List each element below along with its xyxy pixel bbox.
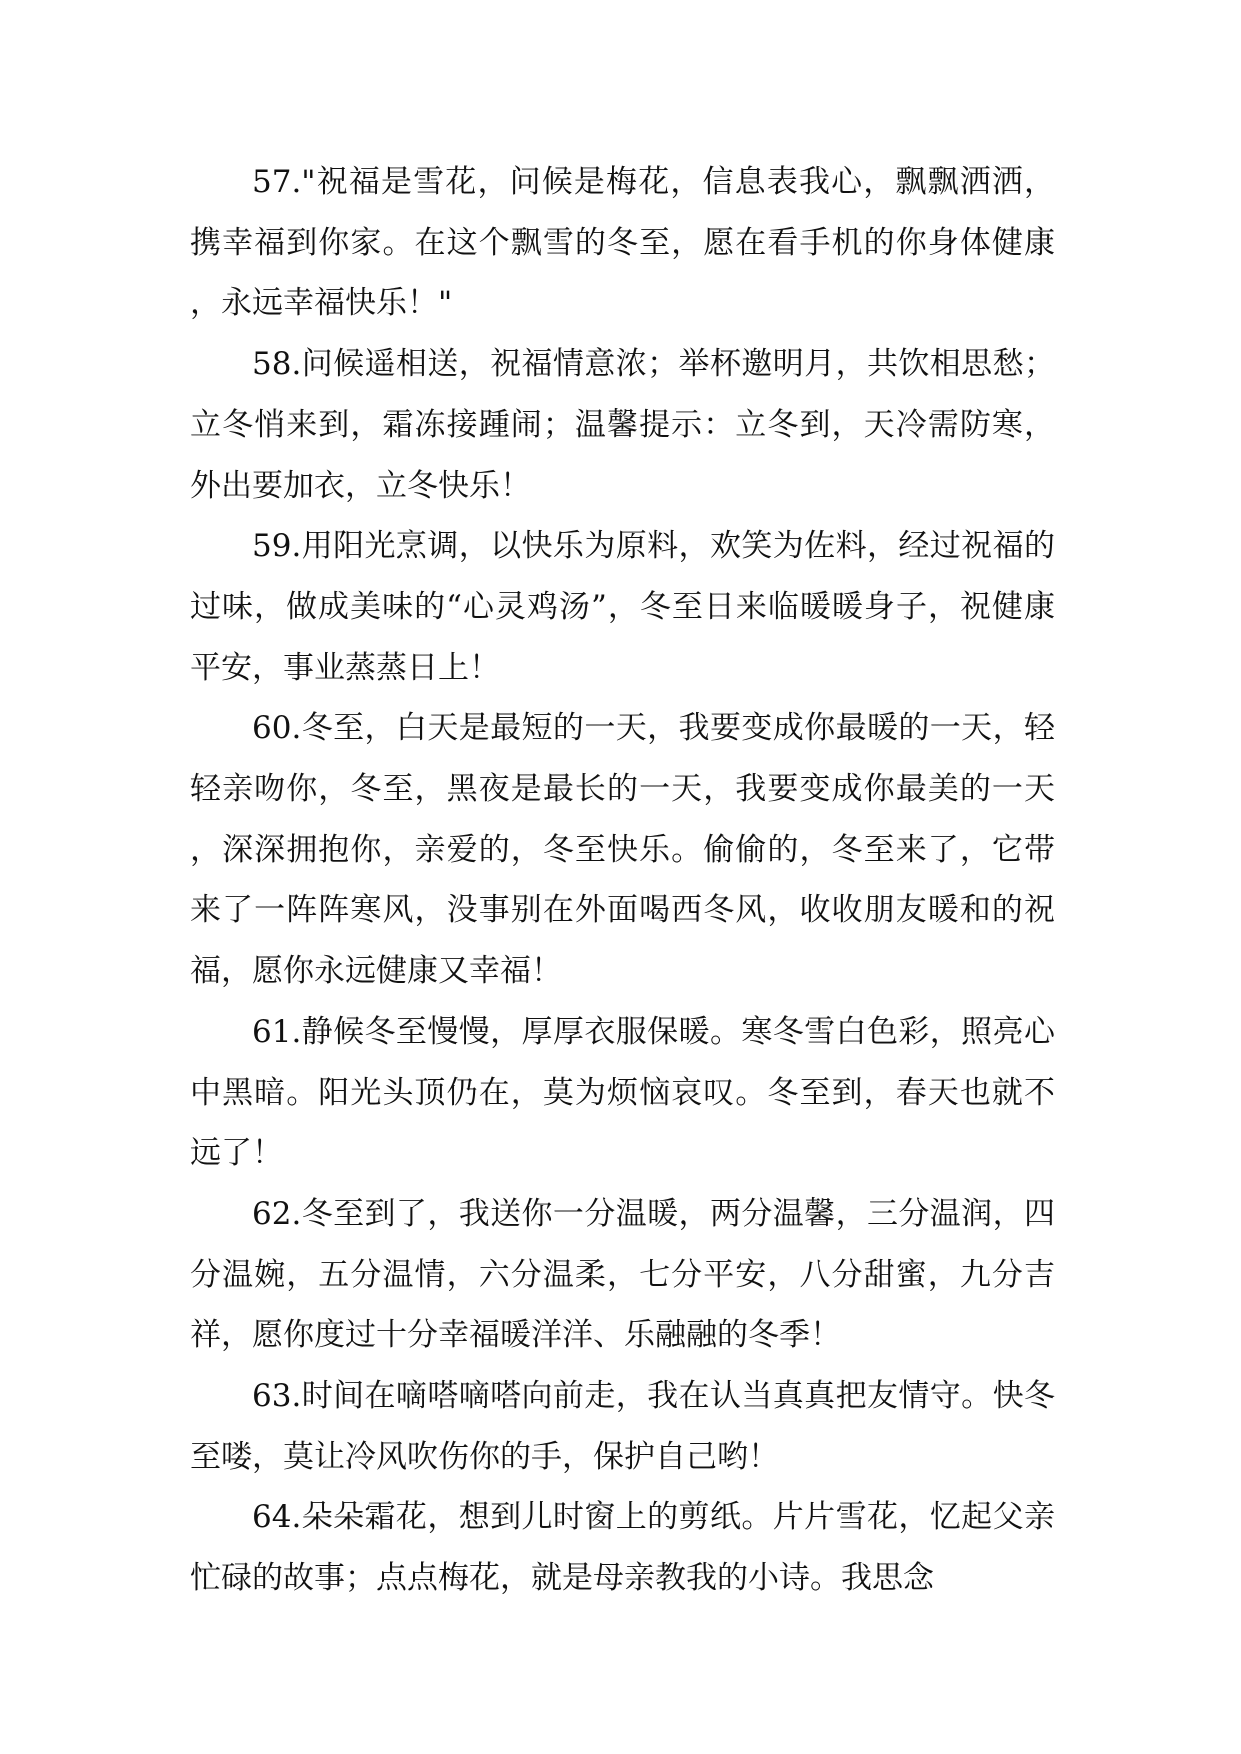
paragraph-57: 57."祝福是雪花，问候是梅花，信息表我心，飘飘洒洒，携幸福到你家。在这个飘雪的冬至，愿在看手机的你身体健康，永远幸福快乐！" [190, 164, 1055, 322]
paragraph-59: 59.用阳光烹调，以快乐为原料，欢笑为佐料，经过祝福的过味，做成美味的“心灵鸡汤”，冬至日来临暖暖身子，祝健康平安，事业蒸蒸日上！ [190, 528, 1055, 686]
paragraph-62: 62.冬至到了，我送你一分温暖，两分温馨，三分温润，四分温婉，五分温情，六分温柔，七分平安，八分甜蜜，九分吉祥，愿你度过十分幸福暖洋洋、乐融融的冬季！ [190, 1195, 1055, 1354]
paragraph-63: 63.时间在嘀嗒嘀嗒向前走，我在认当真真把友情守。快冬至喽，莫让冷风吹伤你的手，保护自己哟！ [190, 1378, 1055, 1475]
document-body [190, 152, 1055, 1609]
paragraph-64: 64.朵朵霜花，想到儿时窗上的剪纸。片片雪花，忆起父亲忙碌的故事；点点梅花，就是母亲教我的小诗。我思念 [190, 1499, 1055, 1597]
paragraph-58: 58.问候遥相送，祝福情意浓；举杯邀明月，共饮相思愁；立冬悄来到，霜冻接踵闹；温馨提示：立冬到，天冷需防寒，外出要加衣，立冬快乐！ [190, 346, 1055, 504]
paragraph-60: 60.冬至，白天是最短的一天，我要变成你最暖的一天，轻轻亲吻你，冬至，黑夜是最长的一天，我要变成你最美的一天，深深拥抱你，亲爱的，冬至快乐。偷偷的，冬至来了，它带来了一阵阵寒风，没事别在外面喝西冬风，收收朋友暖和的祝福，愿你永远健康又幸福！ [190, 710, 1055, 990]
paragraph-61: 61.静候冬至慢慢，厚厚衣服保暖。寒冬雪白色彩，照亮心中黑暗。阳光头顶仍在，莫为烦恼哀叹。冬至到，春天也就不远了！ [190, 1013, 1055, 1172]
